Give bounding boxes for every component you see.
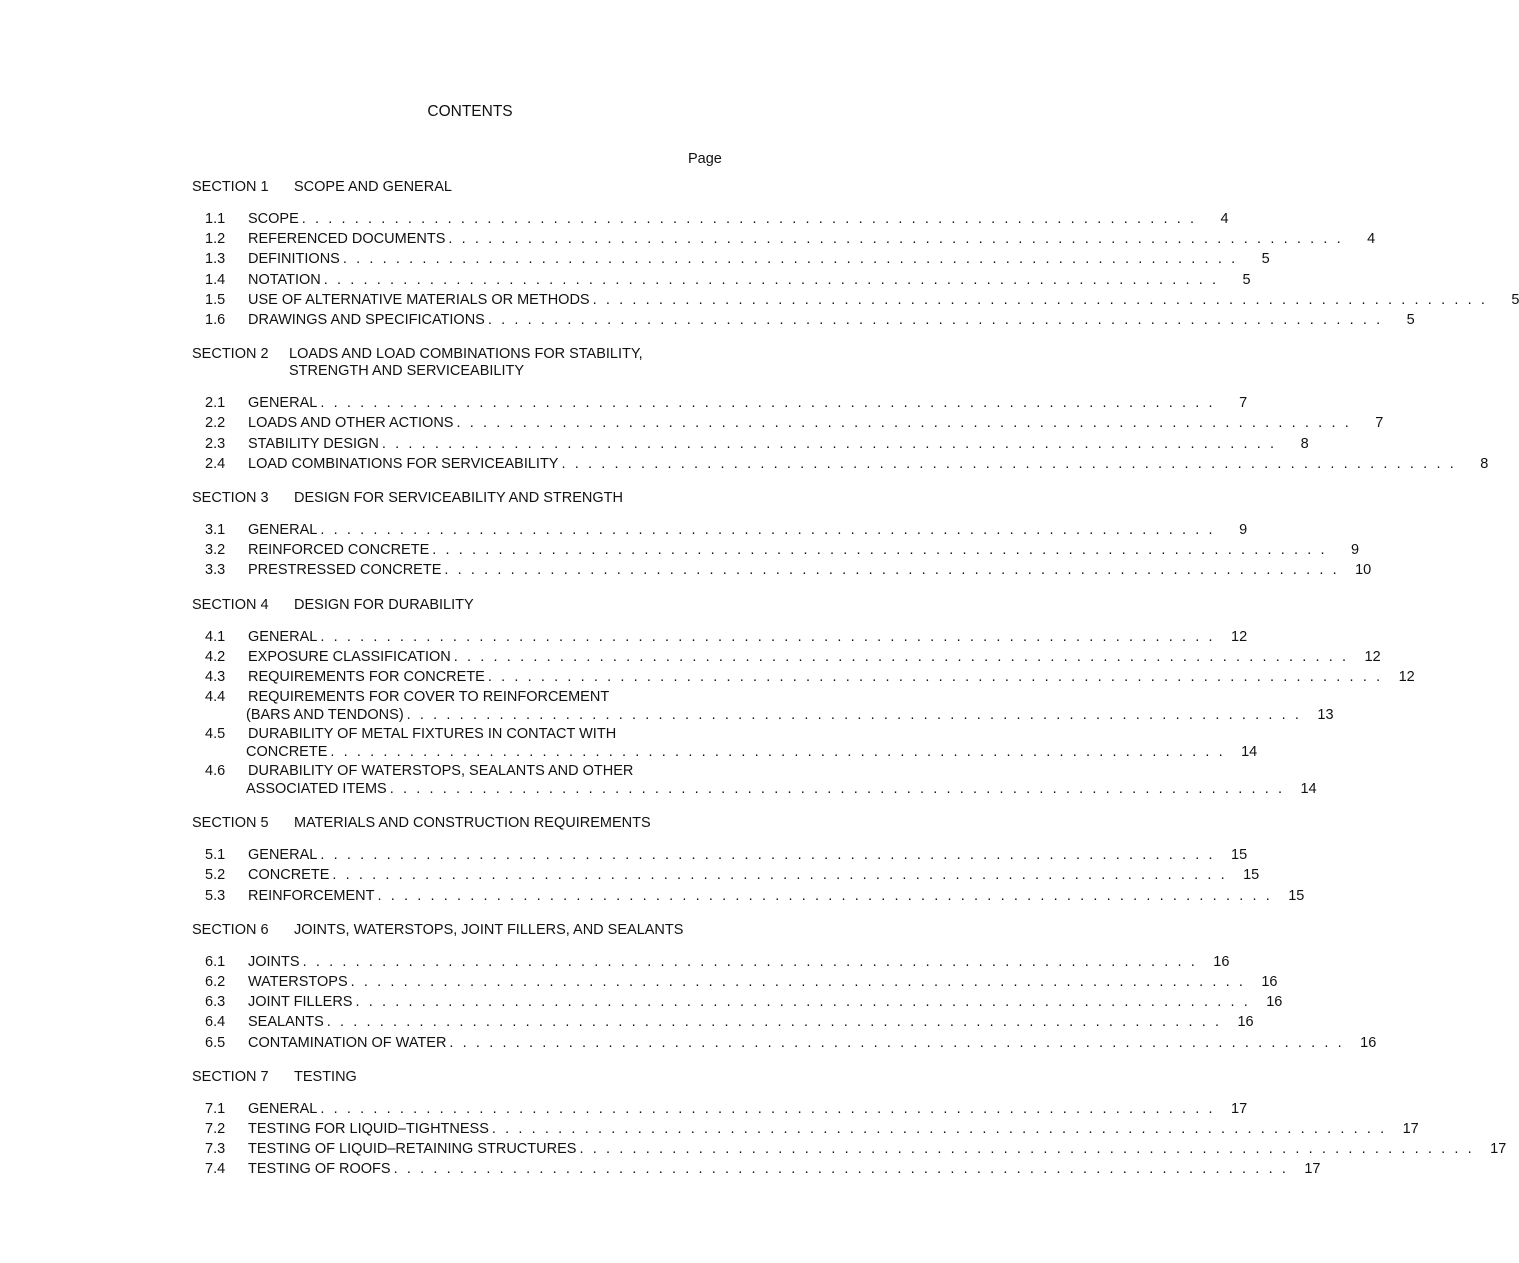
page-column-header: Page <box>688 151 722 167</box>
entry-page-number: 16 <box>1266 994 1283 1011</box>
entry-page-number: 14 <box>1241 744 1258 761</box>
entry-title: REQUIREMENTS FOR COVER TO REINFORCEMENT <box>248 689 610 706</box>
toc-entry[interactable] <box>192 667 1415 687</box>
entry-title: GENERAL <box>248 522 318 539</box>
entry-page-number: 5 <box>1242 271 1251 288</box>
section-title: SCOPE AND GENERAL <box>294 179 452 195</box>
entry-title: (BARS AND TENDONS) <box>246 707 404 724</box>
section-heading[interactable] <box>192 597 772 614</box>
toc-entry[interactable] <box>192 647 1381 667</box>
entry-number: 1.3 <box>205 251 226 268</box>
dot-leader: . . . . . . . . . . . . . . . . . . . . . . . . . . . . . . . . . . . . . . . . . . . . . . . . . . . . . . . . . . . . . . . . . . . . <box>320 1100 1216 1117</box>
section-number: SECTION 3 <box>192 490 269 507</box>
dot-leader: . . . . . . . . . . . . . . . . . . . . . . . . . . . . . . . . . . . . . . . . . . . . . . . . . . . . . . . . . . . . . . . . . . . . <box>330 744 1226 761</box>
section-title: TESTING <box>294 1068 357 1085</box>
entry-title: DURABILITY OF METAL FIXTURES IN CONTACT WITH <box>248 726 617 743</box>
entry-page-number: 15 <box>1231 847 1248 864</box>
dot-leader: . . . . . . . . . . . . . . . . . . . . . . . . . . . . . . . . . . . . . . . . . . . . . . . . . . . . . . . . . . . . . . . . . . . . <box>332 867 1228 884</box>
entry-title: PRESTRESSED CONCRETE <box>248 562 442 579</box>
section-entries <box>192 1086 1507 1180</box>
toc-entry[interactable] <box>192 310 1415 330</box>
toc-section <box>192 490 1372 581</box>
toc-entry[interactable] <box>192 952 1230 972</box>
dot-leader: . . . . . . . . . . . . . . . . . . . . . . . . . . . . . . . . . . . . . . . . . . . . . . . . . . . . . . . . . . . . . . . . . . . . <box>456 415 1352 432</box>
section-title: LOADS AND LOAD COMBINATIONS FOR STABILITY, STRENGTH AND SERVICEABILITY <box>289 346 643 380</box>
entry-title: USE OF ALTERNATIVE MATERIALS OR METHODS <box>248 291 590 308</box>
page-title: CONTENTS <box>427 103 513 120</box>
entry-number: 6.5 <box>205 1034 226 1051</box>
entry-title: REINFORCED CONCRETE <box>248 542 430 559</box>
dot-leader: . . . . . . . . . . . . . . . . . . . . . . . . . . . . . . . . . . . . . . . . . . . . . . . . . . . . . . . . . . . . . . . . . . . . <box>393 1161 1289 1178</box>
entry-page-number: 9 <box>1239 522 1248 539</box>
entry-page-number: 17 <box>1490 1141 1507 1158</box>
entry-title: DEFINITIONS <box>248 251 340 268</box>
section-number: SECTION 2 <box>192 346 269 363</box>
entry-number: 3.3 <box>205 562 226 579</box>
entry-page-number: 12 <box>1364 648 1381 665</box>
toc-entry[interactable] <box>192 1139 1507 1159</box>
section-entries <box>192 614 1415 799</box>
entry-page-number: 12 <box>1231 628 1248 645</box>
entry-page-number: 15 <box>1288 887 1305 904</box>
entry-page-number: 15 <box>1243 867 1260 884</box>
entry-number: 3.2 <box>205 542 226 559</box>
toc-entry[interactable] <box>192 1033 1377 1053</box>
entry-number: 7.1 <box>205 1100 226 1117</box>
toc-entry[interactable] <box>192 1012 1254 1032</box>
toc-entry[interactable] <box>192 1119 1419 1139</box>
entry-title: GENERAL <box>248 847 318 864</box>
toc-entry[interactable] <box>192 627 1248 647</box>
table-of-contents <box>192 179 1519 1180</box>
entry-number: 6.4 <box>205 1014 226 1031</box>
toc-entry[interactable] <box>192 1159 1321 1179</box>
dot-leader: . . . . . . . . . . . . . . . . . . . . . . . . . . . . . . . . . . . . . . . . . . . . . . . . . . . . . . . . . . . . . . . . . . . . <box>444 562 1340 579</box>
entry-number: 7.2 <box>205 1121 226 1138</box>
toc-entry[interactable] <box>192 992 1283 1012</box>
toc-entry[interactable] <box>192 972 1278 992</box>
entry-number: 6.3 <box>205 994 226 1011</box>
entry-number: 7.3 <box>205 1141 226 1158</box>
section-heading[interactable] <box>192 490 772 507</box>
entry-title: STABILITY DESIGN <box>248 435 379 452</box>
entry-number: 5.2 <box>205 867 226 884</box>
entry-page-number: 13 <box>1317 707 1334 724</box>
section-heading[interactable] <box>192 179 772 196</box>
entry-title: CONTAMINATION OF WATER <box>248 1034 447 1051</box>
entry-number: 4.5 <box>205 726 226 743</box>
dot-leader: . . . . . . . . . . . . . . . . . . . . . . . . . . . . . . . . . . . . . . . . . . . . . . . . . . . . . . . . . . . . . . . . . . . . <box>449 1034 1345 1051</box>
dot-leader: . . . . . . . . . . . . . . . . . . . . . . . . . . . . . . . . . . . . . . . . . . . . . . . . . . . . . . . . . . . . . . . . . . . . <box>350 974 1246 991</box>
dot-leader: . . . . . . . . . . . . . . . . . . . . . . . . . . . . . . . . . . . . . . . . . . . . . . . . . . . . . . . . . . . . . . . . . . . . <box>389 781 1285 798</box>
section-number: SECTION 7 <box>192 1068 269 1085</box>
dot-leader: . . . . . . . . . . . . . . . . . . . . . . . . . . . . . . . . . . . . . . . . . . . . . . . . . . . . . . . . . . . . . . . . . . . . <box>320 628 1216 645</box>
dot-leader: . . . . . . . . . . . . . . . . . . . . . . . . . . . . . . . . . . . . . . . . . . . . . . . . . . . . . . . . . . . . . . . . . . . . <box>406 707 1302 724</box>
toc-entry[interactable] <box>192 229 1376 249</box>
entry-page-number: 16 <box>1213 953 1230 970</box>
section-number: SECTION 6 <box>192 921 269 938</box>
toc-entry[interactable] <box>192 454 1489 474</box>
section-title: JOINTS, WATERSTOPS, JOINT FILLERS, AND SEALANTS <box>294 921 684 938</box>
toc-entry[interactable] <box>192 560 1372 580</box>
toc-entry[interactable] <box>192 413 1384 433</box>
toc-section <box>192 179 1519 330</box>
dot-leader: . . . . . . . . . . . . . . . . . . . . . . . . . . . . . . . . . . . . . . . . . . . . . . . . . . . . . . . . . . . . . . . . . . . . <box>342 251 1238 268</box>
toc-section <box>192 815 1305 906</box>
entry-title: TESTING FOR LIQUID–TIGHTNESS <box>248 1121 489 1138</box>
dot-leader: . . . . . . . . . . . . . . . . . . . . . . . . . . . . . . . . . . . . . . . . . . . . . . . . . . . . . . . . . . . . . . . . . . . . <box>487 312 1383 329</box>
dot-leader: . . . . . . . . . . . . . . . . . . . . . . . . . . . . . . . . . . . . . . . . . . . . . . . . . . . . . . . . . . . . . . . . . . . . <box>491 1121 1387 1138</box>
entry-title: WATERSTOPS <box>248 974 348 991</box>
section-heading[interactable] <box>192 346 772 380</box>
entry-number: 1.4 <box>205 271 226 288</box>
entry-page-number: 17 <box>1304 1161 1321 1178</box>
entry-page-number: 16 <box>1237 1014 1254 1031</box>
section-title: MATERIALS AND CONSTRUCTION REQUIREMENTS <box>294 815 651 832</box>
toc-entry[interactable] <box>192 393 1248 413</box>
entry-number: 5.3 <box>205 887 226 904</box>
entry-title: GENERAL <box>248 1100 318 1117</box>
entry-page-number: 16 <box>1360 1034 1377 1051</box>
dot-leader: . . . . . . . . . . . . . . . . . . . . . . . . . . . . . . . . . . . . . . . . . . . . . . . . . . . . . . . . . . . . . . . . . . . . <box>301 211 1197 227</box>
entry-title: REFERENCED DOCUMENTS <box>248 231 446 248</box>
toc-entry[interactable] <box>192 688 1334 724</box>
entry-number: 4.6 <box>205 763 226 780</box>
entry-title: ASSOCIATED ITEMS <box>246 781 387 798</box>
entry-number: 1.5 <box>205 291 226 308</box>
entry-title: REQUIREMENTS FOR CONCRETE <box>248 669 485 686</box>
section-number: SECTION 4 <box>192 596 269 613</box>
dot-leader: . . . . . . . . . . . . . . . . . . . . . . . . . . . . . . . . . . . . . . . . . . . . . . . . . . . . . . . . . . . . . . . . . . . . <box>487 669 1383 686</box>
entry-page-number: 4 <box>1220 211 1229 227</box>
toc-entry[interactable] <box>192 1099 1248 1119</box>
entry-number: 2.3 <box>205 435 226 452</box>
toc-entry[interactable] <box>192 762 1317 798</box>
toc-entry[interactable] <box>192 865 1260 885</box>
entry-number: 5.1 <box>205 847 226 864</box>
dot-leader: . . . . . . . . . . . . . . . . . . . . . . . . . . . . . . . . . . . . . . . . . . . . . . . . . . . . . . . . . . . . . . . . . . . . <box>377 887 1273 904</box>
entry-title: CONCRETE <box>248 867 330 884</box>
toc-entry[interactable] <box>192 845 1248 865</box>
toc-section <box>192 346 1489 474</box>
entry-title: JOINTS <box>248 953 300 970</box>
entry-title: LOAD COMBINATIONS FOR SERVICEABILITY <box>248 455 559 472</box>
dot-leader: . . . . . . . . . . . . . . . . . . . . . . . . . . . . . . . . . . . . . . . . . . . . . . . . . . . . . . . . . . . . . . . . . . . . <box>302 953 1198 970</box>
entry-page-number: 5 <box>1406 312 1415 329</box>
toc-section <box>192 921 1377 1053</box>
toc-section <box>192 596 1415 799</box>
toc-entry[interactable] <box>192 209 1229 229</box>
section-entries <box>192 196 1519 330</box>
dot-leader: . . . . . . . . . . . . . . . . . . . . . . . . . . . . . . . . . . . . . . . . . . . . . . . . . . . . . . . . . . . . . . . . . . . . <box>432 542 1328 559</box>
section-entries <box>192 939 1377 1053</box>
toc-entry[interactable] <box>192 886 1305 906</box>
entry-number: 4.2 <box>205 648 226 665</box>
dot-leader: . . . . . . . . . . . . . . . . . . . . . . . . . . . . . . . . . . . . . . . . . . . . . . . . . . . . . . . . . . . . . . . . . . . . <box>453 648 1349 665</box>
entry-title: EXPOSURE CLASSIFICATION <box>248 648 451 665</box>
entry-page-number: 14 <box>1300 781 1317 798</box>
entry-title: SCOPE <box>248 211 299 227</box>
section-heading[interactable] <box>192 1069 772 1086</box>
dot-leader: . . . . . . . . . . . . . . . . . . . . . . . . . . . . . . . . . . . . . . . . . . . . . . . . . . . . . . . . . . . . . . . . . . . . <box>592 291 1488 308</box>
entry-number: 7.4 <box>205 1161 226 1178</box>
section-heading[interactable] <box>192 922 772 939</box>
section-heading[interactable] <box>192 815 772 832</box>
section-entries <box>192 832 1305 906</box>
entry-number: 1.6 <box>205 312 226 329</box>
entry-number: 2.4 <box>205 455 226 472</box>
entry-number: 1.1 <box>205 211 226 227</box>
entry-number: 4.4 <box>205 689 226 706</box>
entry-title: NOTATION <box>248 271 321 288</box>
section-title: DESIGN FOR DURABILITY <box>294 596 474 613</box>
entry-number: 4.1 <box>205 628 226 645</box>
entry-title: LOADS AND OTHER ACTIONS <box>248 415 454 432</box>
entry-page-number: 16 <box>1261 974 1278 991</box>
dot-leader: . . . . . . . . . . . . . . . . . . . . . . . . . . . . . . . . . . . . . . . . . . . . . . . . . . . . . . . . . . . . . . . . . . . . <box>326 1014 1222 1031</box>
entry-title: GENERAL <box>248 628 318 645</box>
section-entries <box>192 507 1372 581</box>
entry-title: GENERAL <box>248 395 318 412</box>
toc-entry[interactable] <box>192 290 1519 310</box>
dot-leader: . . . . . . . . . . . . . . . . . . . . . . . . . . . . . . . . . . . . . . . . . . . . . . . . . . . . . . . . . . . . . . . . . . . . <box>320 522 1216 539</box>
toc-entry[interactable] <box>192 434 1309 454</box>
dot-leader: . . . . . . . . . . . . . . . . . . . . . . . . . . . . . . . . . . . . . . . . . . . . . . . . . . . . . . . . . . . . . . . . . . . . <box>323 271 1219 288</box>
entry-number: 1.2 <box>205 231 226 248</box>
entry-page-number: 10 <box>1355 562 1372 579</box>
entry-title: DURABILITY OF WATERSTOPS, SEALANTS AND OTHER <box>248 763 634 780</box>
entry-title: REINFORCEMENT <box>248 887 375 904</box>
toc-section <box>192 1068 1507 1180</box>
dot-leader: . . . . . . . . . . . . . . . . . . . . . . . . . . . . . . . . . . . . . . . . . . . . . . . . . . . . . . . . . . . . . . . . . . . . <box>561 455 1457 472</box>
dot-leader: . . . . . . . . . . . . . . . . . . . . . . . . . . . . . . . . . . . . . . . . . . . . . . . . . . . . . . . . . . . . . . . . . . . . <box>381 435 1277 452</box>
entry-number: 3.1 <box>205 522 226 539</box>
entry-page-number: 5 <box>1511 291 1519 308</box>
entry-page-number: 8 <box>1300 435 1309 452</box>
toc-entry[interactable] <box>192 540 1360 560</box>
section-number: SECTION 1 <box>192 179 269 195</box>
entry-title: TESTING OF LIQUID–RETAINING STRUCTURES <box>248 1141 577 1158</box>
toc-entry[interactable] <box>192 249 1270 269</box>
dot-leader: . . . . . . . . . . . . . . . . . . . . . . . . . . . . . . . . . . . . . . . . . . . . . . . . . . . . . . . . . . . . . . . . . . . . <box>320 847 1216 864</box>
entry-page-number: 5 <box>1261 251 1270 268</box>
entry-page-number: 17 <box>1231 1100 1248 1117</box>
section-number: SECTION 5 <box>192 815 269 832</box>
entry-title: TESTING OF ROOFS <box>248 1161 391 1178</box>
entry-page-number: 17 <box>1402 1121 1419 1138</box>
toc-entry[interactable] <box>192 270 1251 290</box>
entry-number: 4.3 <box>205 669 226 686</box>
entry-page-number: 12 <box>1398 669 1415 686</box>
entry-page-number: 9 <box>1351 542 1360 559</box>
entry-page-number: 8 <box>1480 455 1489 472</box>
entry-title: CONCRETE <box>246 744 328 761</box>
dot-leader: . . . . . . . . . . . . . . . . . . . . . . . . . . . . . . . . . . . . . . . . . . . . . . . . . . . . . . . . . . . . . . . . . . . . <box>320 395 1216 412</box>
section-title: DESIGN FOR SERVICEABILITY AND STRENGTH <box>294 490 624 507</box>
dot-leader: . . . . . . . . . . . . . . . . . . . . . . . . . . . . . . . . . . . . . . . . . . . . . . . . . . . . . . . . . . . . . . . . . . . . <box>355 994 1251 1011</box>
dot-leader: . . . . . . . . . . . . . . . . . . . . . . . . . . . . . . . . . . . . . . . . . . . . . . . . . . . . . . . . . . . . . . . . . . . . <box>448 231 1344 248</box>
entry-page-number: 7 <box>1239 395 1248 412</box>
entry-page-number: 7 <box>1375 415 1384 432</box>
toc-entry[interactable] <box>192 520 1248 540</box>
toc-entry[interactable] <box>192 725 1258 761</box>
entry-page-number: 4 <box>1367 231 1376 248</box>
dot-leader: . . . . . . . . . . . . . . . . . . . . . . . . . . . . . . . . . . . . . . . . . . . . . . . . . . . . . . . . . . . . . . . . . . . . <box>579 1141 1475 1158</box>
entry-number: 2.1 <box>205 395 226 412</box>
entry-number: 2.2 <box>205 415 226 432</box>
section-entries <box>192 380 1489 474</box>
entry-title: JOINT FILLERS <box>248 994 353 1011</box>
entry-title: SEALANTS <box>248 1014 324 1031</box>
entry-number: 6.2 <box>205 974 226 991</box>
entry-number: 6.1 <box>205 953 226 970</box>
entry-title: DRAWINGS AND SPECIFICATIONS <box>248 312 485 329</box>
